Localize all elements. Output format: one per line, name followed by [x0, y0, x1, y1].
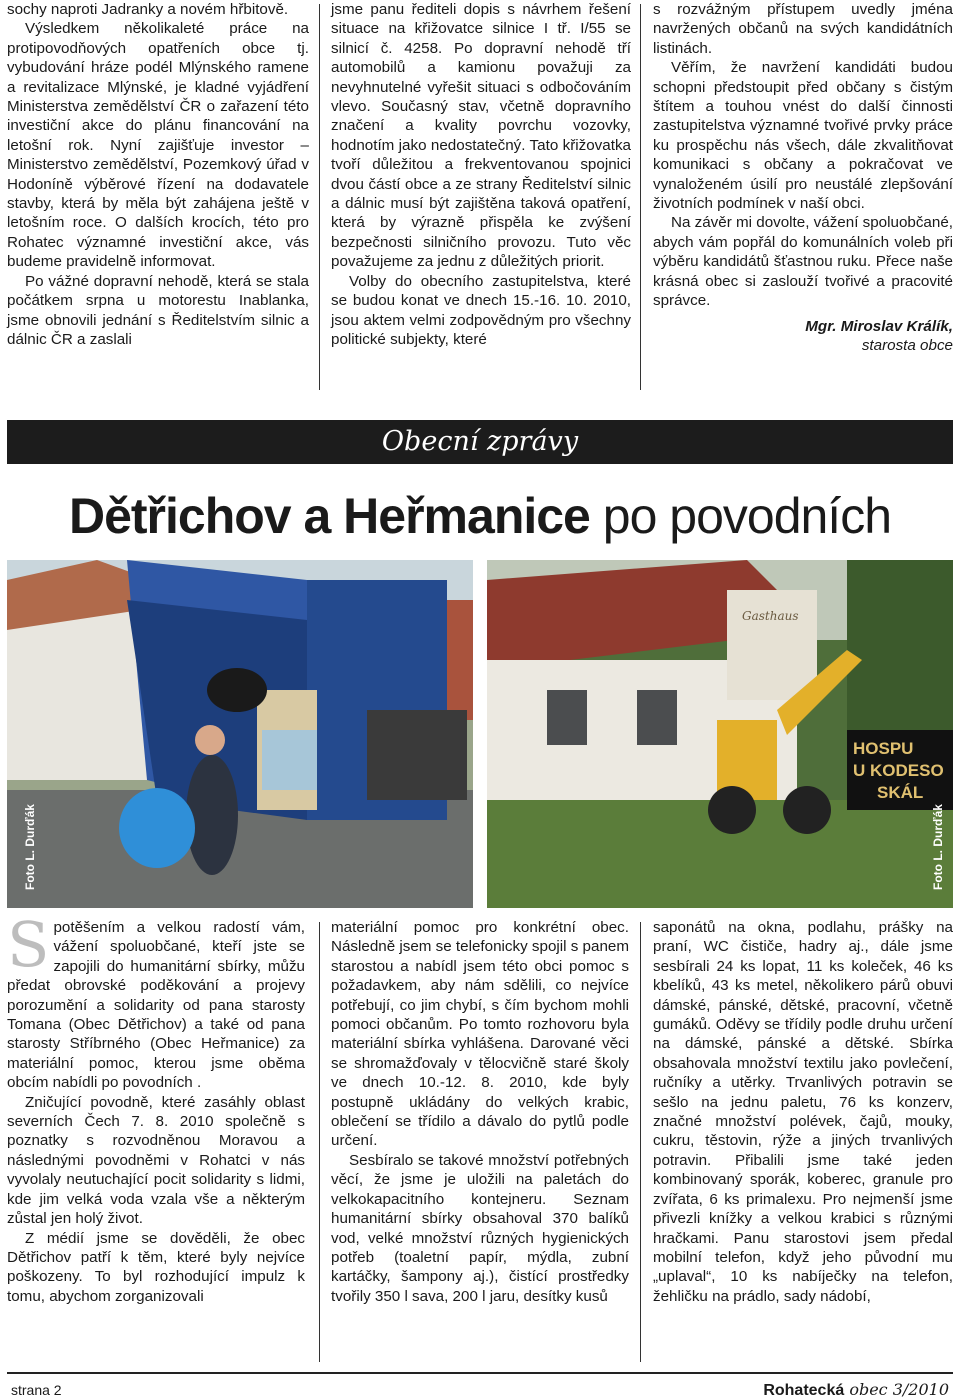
page-footer	[7, 1372, 953, 1400]
top-column-3	[653, 0, 953, 355]
photo-excavator	[487, 560, 953, 908]
svg-text:U KODESO: U KODESO	[853, 761, 944, 780]
paragraph: Věřím, že navržení kandidáti budou schopni předstoupit před občany s čistým štítem a touhou vnést do další činnosti zastupitelstva významné tvořivé prvky práce ku prospěchu nás všech, dále zkvalitňovat komunikaci s občany a pokračovat ve vynaloženém úsilí pro neustálé zlepšování životních podmínek v naší obci.	[653, 59, 953, 213]
top-column-2	[331, 0, 631, 349]
svg-text:SKÁL: SKÁL	[877, 783, 924, 802]
paragraph: saponátů na okna, podlahu, prášky na praní, WC čističe, hadry aj., dále jsme sesbírali 24 ks lopat, 11 ks koleček, 46 ks kbelíků, 43 ks metel, několikero párů obuvi dámské, pánské, dětské, pracovní, včetně gumáků. Oděvy se třídily podle druhu určení na dámské, pánské a dětské. Sbírka obsahovala množství textilu jako povlečení, ručníky a utěrky. Trvanlivých potravin se sešlo na jednu paletu, 76 ks konzerv, značné množství polévek, čajů, mouky, cukru, těstovin, rýže a jiných trvanlivých potravin. Přibalili jsme také jeden kombinovaný sporák, koberec, granule pro zvířata, 6 ks primalexu. Pro nejmenší jsme přivezli knížky a velkou krabici s různými hračkami. Panu starostovi jsem předal mobilní telefon, když jeho původní mu „uplaval“, 10 ks nabíječky na telefon, žehličku na prádlo, sady nádobí,	[653, 919, 953, 1305]
article-column-3	[653, 918, 953, 1306]
paragraph: Po vážné dopravní nehodě, která se stala počátkem srpna u motorestu Inablanka, jsme obnovili jednání s Ředitelstvím silnic a dálnic ČR a zaslali	[7, 272, 309, 348]
photo-container-truck	[7, 560, 473, 908]
paragraph: Sesbíralo se takové množství potřebných věcí, že jsme je uložili na paletách do velkokapacitního kontejneru. Seznam humanitární sbírky obsahoval 370 balíků vod, velké množství různých hygienických potřeb (toaletní papír, mýdla, zubní kartáčky, šampony aj.), čistící prostředky tvořily 350 l sava, 200 l jaru, desítky kusů	[331, 1151, 629, 1305]
article-column-2	[331, 918, 629, 1306]
top-column-1	[7, 0, 309, 349]
paragraph: Spotěšením a velkou radostí vám, vážení spoluobčané, kteří jste se zapojili do humanitární sbírky, můžu předat obrovské poděkování a projevy porozumění a solidarity od pana starosty Tomana (Obec Dětřichov) a také od pana starosty Stříbrného (Obec Heřmanice) za materiální pomoc, kterou jsme oběma obcím nabídli po povodních .	[7, 908, 305, 1092]
paragraph: jsme panu řediteli dopis s návrhem řešení situace na křižovatce silnice I tř. I/55 se silnicí č. 4258. Po dopravní nehodě tří automobilů a kamionu považuji za nevyhnutelné vyřešit situaci s odbočováním vlevo. Současný stav, včetně dopravního značení a kvality povrchu vozovky, hodnotím jako nedostatečný. Tato křižovatka tvoří důležitou a frekventovanou spojnici dvou částí obce a ze strany Ředitelství silnic a dálnic musí být zajištěna taková opatření, která by výrazně přispěla ke zvýšení bezpečnosti silničního provozu. Tuto věc považujeme za jednu z důležitých priorit.	[331, 1, 631, 271]
paragraph: Zničující povodně, které zasáhly oblast severních Čech 7. 8. 2010 společně s poznatky s rozvodněnou Moravou a následnými povodněmi v Rohatci v nás vyvolaly neutuchající pocit solidarity s lidmi, kde jim velká voda vzala vše a některým zůstal jen holý život.	[7, 1093, 305, 1228]
drop-cap: S	[7, 908, 50, 981]
paragraph: Z médií jsme se dověděli, že obec Dětřichov patří k těm, které byly nejvíce poškozeny. To byl rozhodující impulz k tomu, abychom zorganizovali	[7, 1229, 305, 1305]
svg-text:HOSPU: HOSPU	[853, 739, 914, 758]
column-divider	[640, 922, 641, 1362]
article-headline	[0, 486, 960, 546]
paragraph: sochy naproti Jadranky a novém hřbitově.	[7, 1, 289, 18]
paragraph: Na závěr mi dovolte, vážení spoluobčané, abych vám popřál do komunálních voleb při výběru kandidátů šťastnou ruku. Přece naše krásná obec si zaslouží tvořivé a pracovité správce.	[653, 214, 953, 310]
paragraph: Výsledkem několikaleté práce na protipovodňových opatřeních obce tj. vybudování hráze podél Mlýnského ramene a revitalizace Mlýnské, je kladné vyjádření Ministerstva zemědělství ČR o zařazení této investiční akce do plánu financování na letošní rok. Nyní zajišťuje investor – Ministerstvo zemědělství, Pozemkový úřad v Hodoníně výběrové řízení na dodavatele stavby, která by měla být zahájena ještě v letošním roce. O dalších krocích, této pro Rohatec významné investiční akce, vás budeme pravidelně informovat.	[7, 20, 309, 271]
headline-bold: Dětřichov a Heřmanice	[68, 488, 590, 544]
photo-credit: Foto L. Durďák	[931, 804, 945, 890]
photo-truck	[7, 560, 473, 908]
signature-name: Mgr. Miroslav Králík,	[805, 317, 953, 335]
column-divider	[319, 922, 320, 1362]
paragraph: materiální pomoc pro konkrétní obec. Následně jsem se telefonicky spojil s panem starostou a nabídl jsem této obci pomoc s požadavkem, aby nám sdělili, co nejvíce potřebují, co jim chybí, s čím bychom mohli pomoci občanům. Po tomto rozhovoru byla materiální sbírka vyhlášena. Darované věci se shromažďovaly v tělocvičně staré školy ve dnech 10.-12. 8. 2010, kde byly postupně ukládány do velkých krabic, oblečení se třídilo a dávalo do pytlů podle určení.	[331, 919, 629, 1150]
publication-name: Rohatecká obec 3/2010	[763, 1380, 949, 1399]
page-number: strana 2	[11, 1382, 62, 1398]
article-column-1	[7, 908, 305, 1306]
paragraph: s rozvážným přístupem uvedly jména navržených občanů na svých kandidátních listinách.	[653, 1, 953, 57]
column-divider	[640, 4, 641, 390]
column-divider	[319, 4, 320, 390]
photo-container-excavator	[487, 560, 953, 908]
paragraph: Volby do obecního zastupitelstva, které se budou konat ve dnech 15.-16. 10. 2010, jsou aktem velmi zodpovědným pro všechny politické subjekty, které	[331, 272, 631, 348]
svg-text:Gasthaus: Gasthaus	[742, 609, 799, 623]
section-banner: Obecní zprávy	[7, 420, 953, 464]
headline-rest: po povodních	[589, 488, 892, 544]
photo-credit: Foto L. Durďák	[23, 804, 37, 890]
signature-role: starosta obce	[861, 336, 953, 354]
